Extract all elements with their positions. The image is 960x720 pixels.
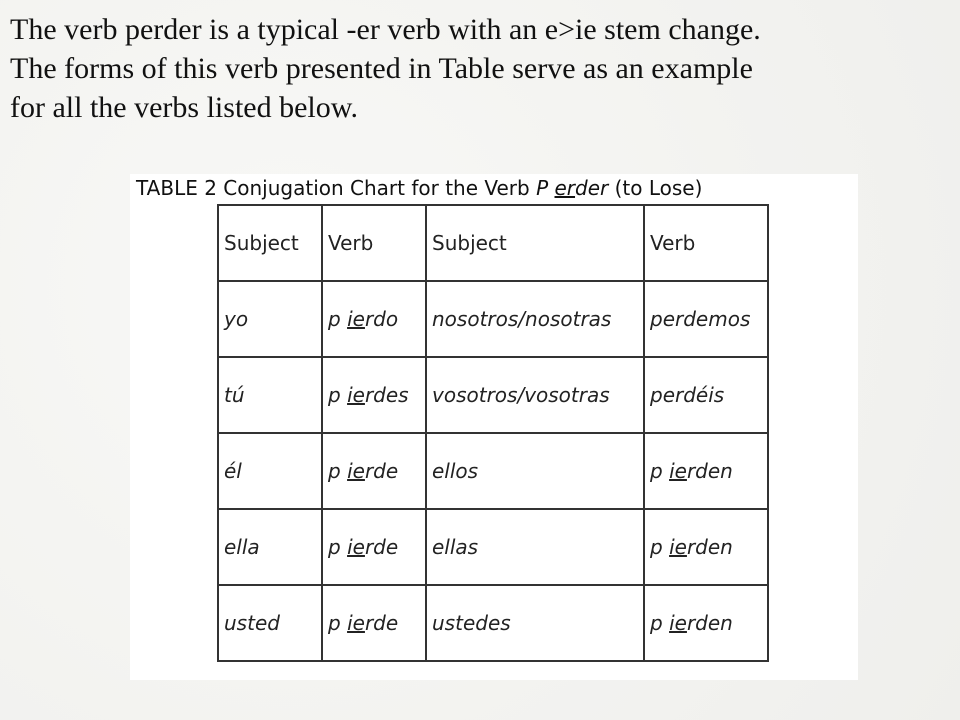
table-row — [218, 281, 768, 357]
stem-change: ie — [669, 459, 687, 483]
subject-cell: tú — [218, 357, 322, 433]
verb-part: rde — [364, 611, 399, 635]
stem-change: ie — [347, 307, 365, 331]
verb-cell — [322, 433, 426, 509]
subject-cell: ella — [218, 509, 322, 585]
verb-cell — [644, 585, 768, 661]
conjugation-table-figure — [130, 174, 858, 680]
verb-part: rden — [686, 535, 733, 559]
conjugation-table — [217, 204, 769, 662]
table-caption — [136, 176, 856, 200]
header-subject: Subject — [218, 205, 322, 281]
verb-cell — [322, 357, 426, 433]
stem-change: ie — [347, 459, 365, 483]
subject-cell: él — [218, 433, 322, 509]
subject-cell: usted — [218, 585, 322, 661]
verb-part: rdes — [364, 383, 409, 407]
verb-cell — [322, 585, 426, 661]
caption-verb-p: P — [536, 176, 555, 200]
intro-line: The forms of this verb presented in Table serve as an example — [10, 52, 753, 85]
verb-part: rdo — [364, 307, 399, 331]
verb-cell — [644, 281, 768, 357]
verb-part: p — [650, 535, 670, 559]
stem-change: ie — [669, 535, 687, 559]
caption-prefix: TABLE 2 Conjugation Chart for the Verb — [136, 176, 537, 200]
verb-cell — [644, 357, 768, 433]
table-body — [218, 281, 768, 661]
verb-part: rde — [364, 459, 399, 483]
verb-part: rden — [686, 611, 733, 635]
verb-cell — [322, 281, 426, 357]
caption-suffix: (to Lose) — [608, 176, 703, 200]
verb-part: p — [328, 611, 348, 635]
stem-change: ie — [347, 535, 365, 559]
verb-cell — [322, 509, 426, 585]
verb-part: p — [328, 535, 348, 559]
verb-part: rden — [686, 459, 733, 483]
caption-verb-stem: er — [554, 176, 576, 200]
stem-change: ie — [669, 611, 687, 635]
stem-change: ie — [347, 383, 365, 407]
header-subject: Subject — [426, 205, 644, 281]
subject-cell: ellas — [426, 509, 644, 585]
table-row — [218, 357, 768, 433]
table-header-row — [218, 205, 768, 281]
table-row — [218, 585, 768, 661]
caption-verb — [536, 176, 608, 200]
intro-line: The verb perder is a typical -er verb with an e>ie stem change. — [10, 13, 761, 46]
verb-part: perdemos — [650, 307, 751, 331]
verb-part: p — [328, 307, 348, 331]
subject-cell: vosotros/vosotras — [426, 357, 644, 433]
subject-cell: nosotros/nosotras — [426, 281, 644, 357]
header-verb: Verb — [644, 205, 768, 281]
table-row — [218, 509, 768, 585]
caption-verb-rest: der — [575, 176, 609, 200]
stem-change: ie — [347, 611, 365, 635]
subject-cell: ustedes — [426, 585, 644, 661]
table-row — [218, 433, 768, 509]
verb-part: p — [650, 611, 670, 635]
verb-cell — [644, 509, 768, 585]
subject-cell: yo — [218, 281, 322, 357]
verb-part: p — [650, 459, 670, 483]
verb-part: perdéis — [650, 383, 725, 407]
subject-cell: ellos — [426, 433, 644, 509]
verb-part: p — [328, 383, 348, 407]
intro-paragraph — [10, 10, 950, 127]
verb-part: rde — [364, 535, 399, 559]
verb-part: p — [328, 459, 348, 483]
intro-line: for all the verbs listed below. — [10, 91, 358, 124]
verb-cell — [644, 433, 768, 509]
header-verb: Verb — [322, 205, 426, 281]
